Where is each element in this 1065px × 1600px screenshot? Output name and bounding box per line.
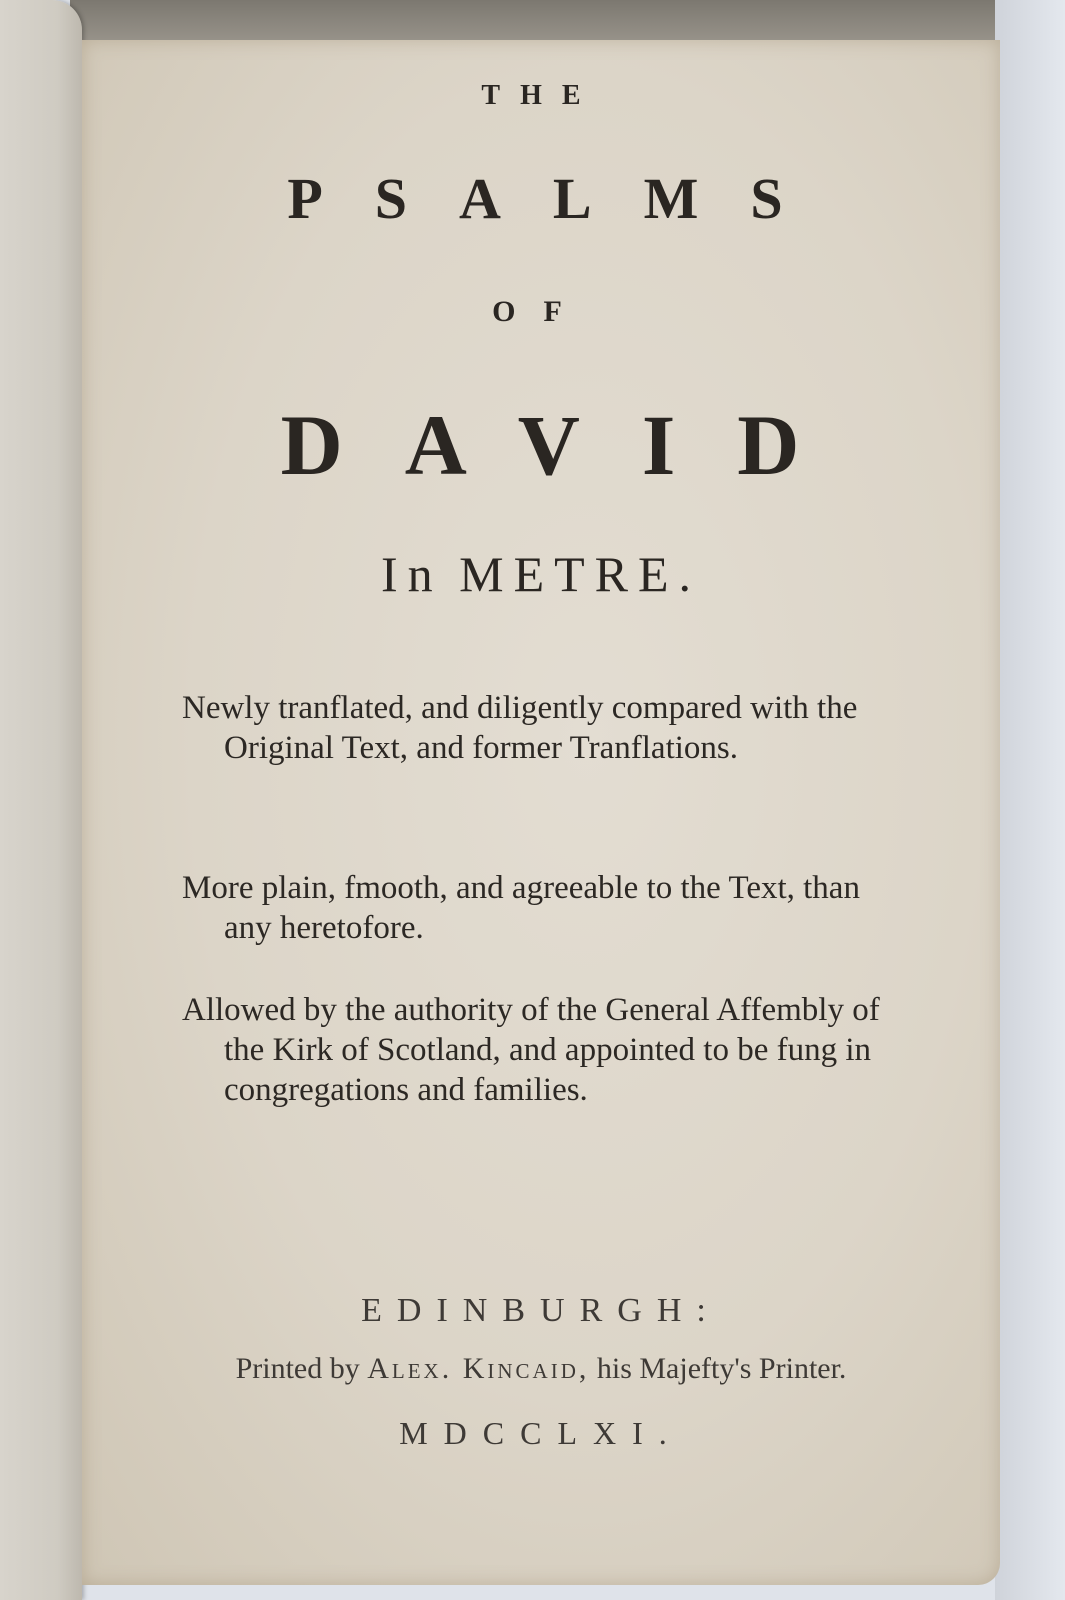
description-paragraph-3: Allowed by the authority of the General Affembly of the Kirk of Scotland, and appointed to be fung in congregations and families. bbox=[182, 992, 880, 1108]
imprint-printer-name: Alex. Kincaid, bbox=[367, 1352, 590, 1385]
background-top bbox=[70, 0, 1065, 45]
title-page bbox=[82, 40, 1000, 1585]
title-david: DAVID bbox=[280, 397, 862, 493]
description-paragraph-1: Newly tranflated, and diligently compared with the Original Text, and former Tranflations. bbox=[182, 690, 858, 766]
title-the: THE bbox=[481, 80, 601, 111]
title-metre: METRE. bbox=[459, 546, 702, 602]
title-in-metre bbox=[82, 545, 1000, 603]
title-in: In bbox=[380, 546, 443, 602]
imprint-year: MDCCLXI. bbox=[399, 1415, 683, 1451]
imprint-printer-title: his Majefty's Printer. bbox=[596, 1352, 847, 1385]
imprint-printed-by: Printed by bbox=[235, 1352, 360, 1385]
imprint-city: EDINBURGH: bbox=[361, 1292, 721, 1329]
title-of: OF bbox=[492, 295, 590, 328]
description-paragraph-2: More plain, fmooth, and agreeable to the Text, than any heretofore. bbox=[182, 870, 860, 946]
facing-endpaper bbox=[0, 0, 82, 1600]
imprint-printer-line bbox=[82, 1352, 1000, 1386]
title-psalms: PSALMS bbox=[287, 166, 835, 231]
background-surface bbox=[995, 0, 1065, 1600]
